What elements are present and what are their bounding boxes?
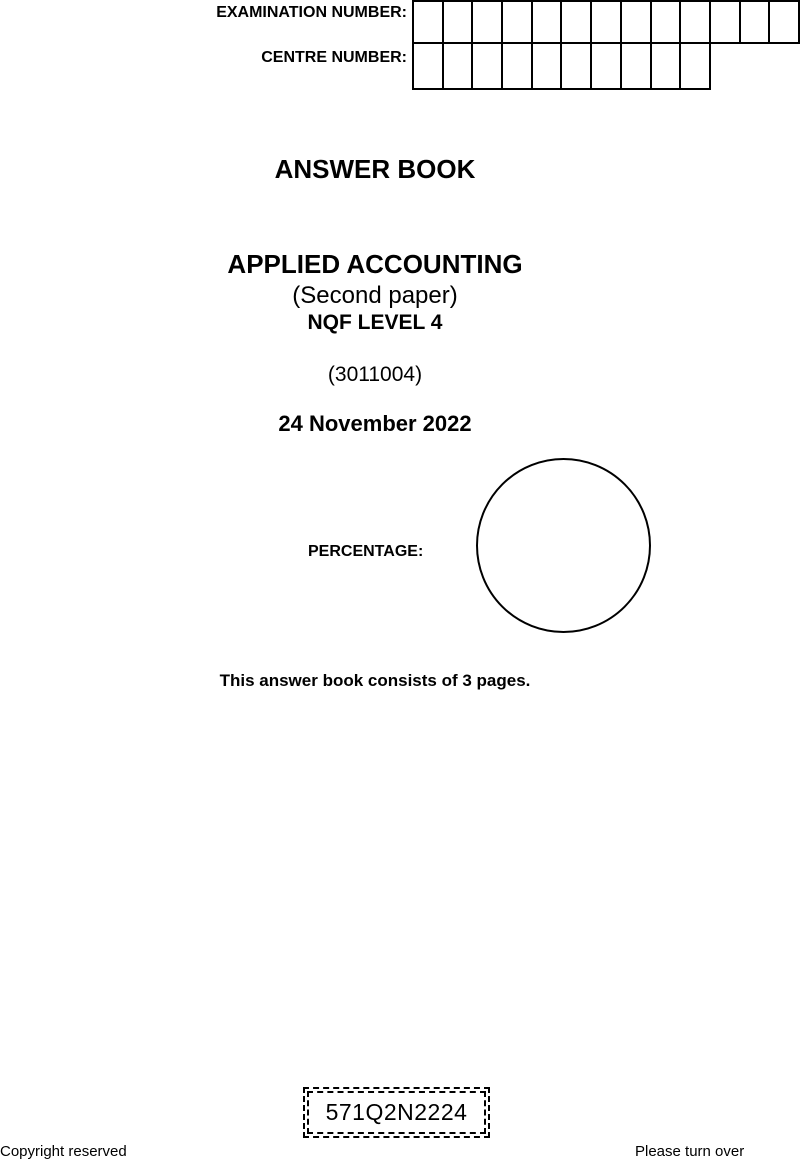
centre-number-box[interactable] [622, 44, 652, 88]
centre-number-box[interactable] [652, 44, 682, 88]
examination-number-boxes[interactable] [412, 0, 800, 44]
centre-number-label: CENTRE NUMBER: [261, 49, 407, 66]
nqf-level: NQF LEVEL 4 [307, 311, 443, 334]
paper-subtitle: (Second paper) [292, 282, 458, 309]
centre-number-box[interactable] [503, 44, 533, 88]
examination-number-box[interactable] [533, 2, 563, 42]
examination-number-label: EXAMINATION NUMBER: [216, 4, 407, 21]
paper-code: 571Q2N2224 [325, 1099, 468, 1125]
examination-number-box[interactable] [622, 2, 652, 42]
examination-number-box[interactable] [444, 2, 474, 42]
exam-date: 24 November 2022 [278, 411, 472, 436]
examination-number-box[interactable] [741, 2, 771, 42]
centre-number-box[interactable] [473, 44, 503, 88]
examination-number-box[interactable] [681, 2, 711, 42]
centre-number-box[interactable] [681, 44, 711, 88]
document-type-heading: ANSWER BOOK [274, 154, 476, 184]
centre-number-boxes[interactable] [412, 44, 711, 90]
centre-number-box[interactable] [592, 44, 622, 88]
centre-number-box[interactable] [414, 44, 444, 88]
footer-copyright: Copyright reserved [0, 1143, 127, 1160]
centre-number-box[interactable] [444, 44, 474, 88]
centre-number-box[interactable] [533, 44, 563, 88]
subject-title: APPLIED ACCOUNTING [227, 249, 523, 279]
percentage-circle [476, 458, 651, 633]
examination-number-box[interactable] [711, 2, 741, 42]
centre-number-box[interactable] [562, 44, 592, 88]
examination-number-box[interactable] [473, 2, 503, 42]
percentage-label: PERCENTAGE: [308, 543, 424, 560]
page-count-notice: This answer book consists of 3 pages. [219, 671, 531, 690]
examination-number-box[interactable] [414, 2, 444, 42]
examination-number-box[interactable] [652, 2, 682, 42]
examination-number-box[interactable] [770, 2, 800, 42]
examination-number-box[interactable] [503, 2, 533, 42]
examination-number-box[interactable] [562, 2, 592, 42]
paper-code-box [303, 1087, 490, 1138]
examination-number-box[interactable] [592, 2, 622, 42]
subject-code: (3011004) [327, 363, 423, 386]
footer-turn-over: Please turn over [635, 1143, 745, 1160]
